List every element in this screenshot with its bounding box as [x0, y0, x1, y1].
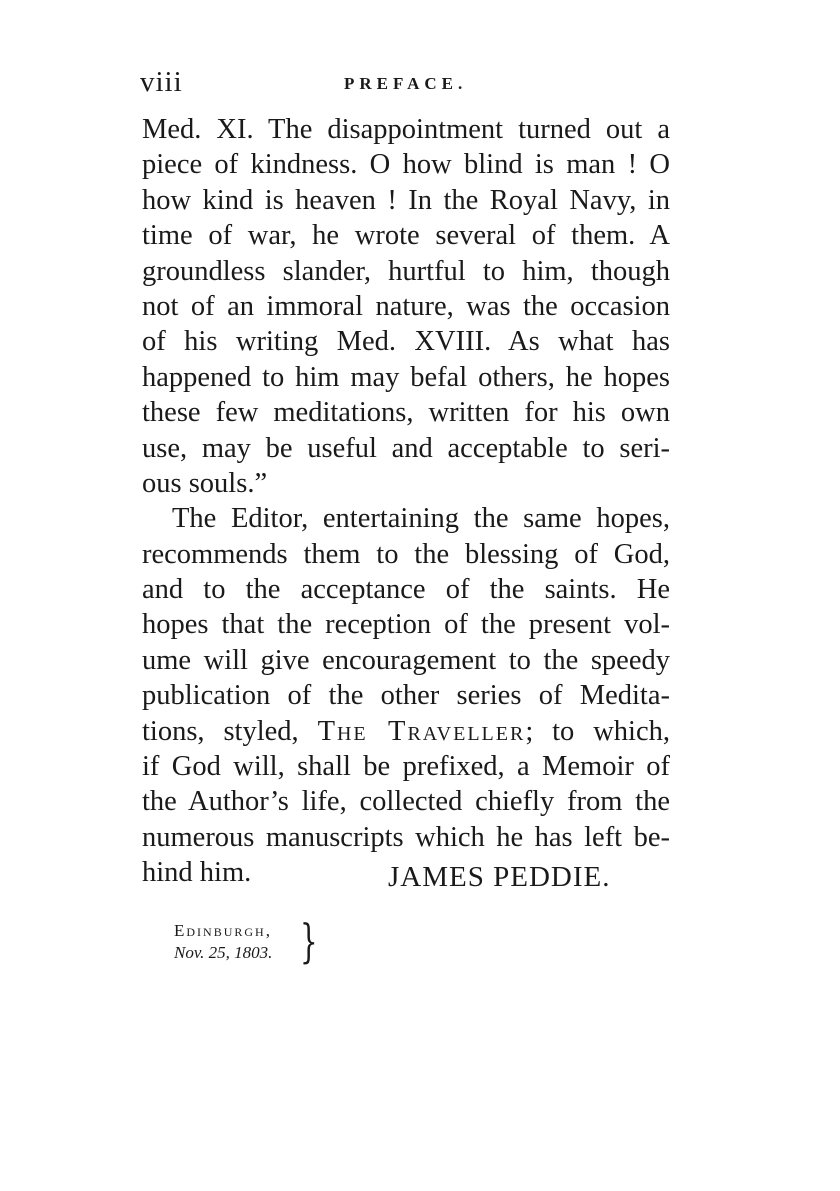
page-number: viii — [140, 66, 183, 98]
text-line: groundless slander, hurtful to him, though — [142, 255, 670, 287]
dateline-date: Nov. 25, 1803. — [174, 943, 273, 962]
text-line: how kind is heaven ! In the Royal Navy, in — [142, 184, 670, 216]
text-line: piece of kindness. O how blind is man ! O — [142, 149, 670, 181]
brace-icon: } — [300, 914, 318, 968]
text-line: time of war, he wrote several of them. A — [142, 220, 670, 252]
text-line: publication of the other series of Medita- — [142, 680, 670, 712]
text-line: numerous manuscripts which he has left be- — [142, 821, 670, 853]
book-title: The Traveller — [317, 715, 526, 747]
text-fragment: tions, styled, — [142, 715, 299, 747]
text-line: ume will give encouragement to the speedy — [142, 644, 670, 676]
text-line: Med. XI. The disappointment turned out a — [142, 114, 670, 145]
running-title: PREFACE. — [344, 74, 468, 93]
text-line: The Editor, entertaining the same hopes, — [172, 503, 670, 535]
dateline — [174, 920, 272, 964]
text-line: if God will, shall be prefixed, a Memoir of — [142, 751, 670, 783]
dateline-place: Edinburgh, — [174, 921, 272, 940]
text-line: recommends them to the blessing of God, — [142, 538, 670, 570]
text-line: of his writing Med. XVIII. As what has — [142, 326, 670, 358]
text-fragment: ; to which, — [525, 715, 670, 747]
text-line-with-title — [142, 714, 670, 749]
signature: JAMES PEDDIE. — [388, 861, 611, 893]
text-line: ous souls.” — [142, 467, 268, 499]
text-line: happened to him may befal others, he hopes — [142, 361, 670, 393]
text-line: hopes that the reception of the present vol- — [142, 609, 670, 641]
text-line: not of an immoral nature, was the occasion — [142, 290, 670, 322]
body-text — [142, 112, 670, 891]
text-line: hind him. — [142, 857, 252, 889]
text-line: use, may be useful and acceptable to seri- — [142, 432, 670, 464]
text-line: the Author’s life, collected chiefly from the — [142, 786, 670, 818]
text-line: these few meditations, written for his own — [142, 397, 670, 429]
text-line: and to the acceptance of the saints. He — [142, 574, 670, 606]
